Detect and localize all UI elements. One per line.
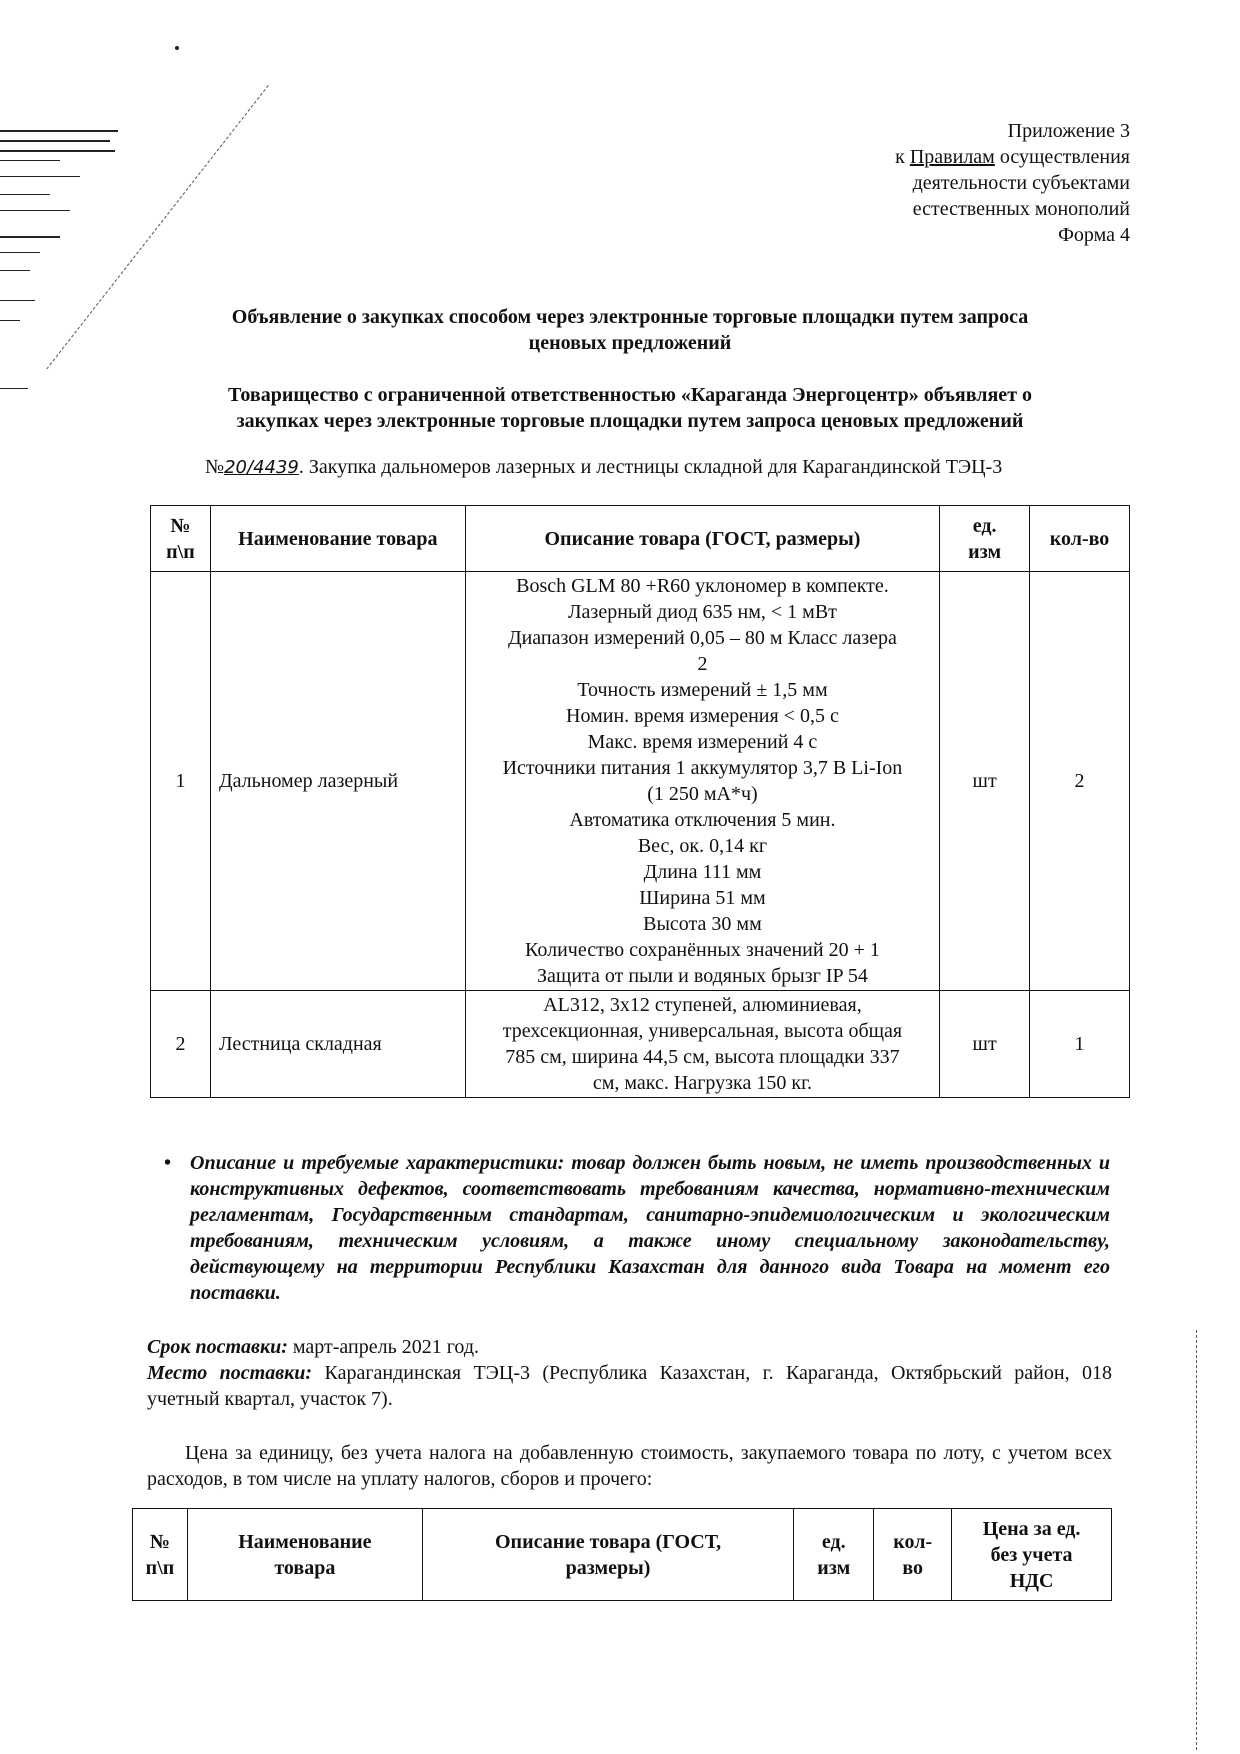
row-spec: AL312, 3х12 ступеней, алюминиевая, трехсекционная, универсальная, высота общая 785 см, ширина 44,5 см, высота площадки 337 см, макс. Нагрузка 150 кг. (465, 991, 939, 1098)
header-num: № п\п (133, 1509, 188, 1601)
row-spec: Bosch GLM 80 +R60 уклономер в компекте. Лазерный диод 635 нм, < 1 мВт Диапазон измерений 0,05 – 80 м Класс лазера 2 Точность измерений ± 1,5 мм Номин. время измерения < 0,5 с Макс. время измерений 4 с Источники питания 1 аккумулятор 3,7 В Li-Ion (1 250 мА*ч) Автоматика отключения 5 мин. Вес, ок. 0,14 кг Длина 111 мм Ширина 51 мм Высота 30 мм Количество сохранённых значений 20 + 1 Защита от пыли и водяных брызг IP 54 (465, 572, 939, 991)
header-name: Наименование товара (187, 1509, 422, 1601)
appendix-header (895, 118, 1130, 248)
appendix-line-3: деятельности субъектами (912, 172, 1130, 194)
requirements-paragraph: • Описание и требуемые характеристики: товар должен быть новым, не иметь производственных и конструктивных дефектов, соответствовать требованиям качества, нормативно-техническим регламентам, Государственным стандартам, санитарно-эпидемиологическим и экологическим требованиям, техническим условиям, а также иному специальному законодательству, действующему на территории Республики Казахстан для данного вида Товара на момент его поставки. (164, 1152, 1110, 1304)
appendix-line-2: к Правилам осуществления (895, 146, 1130, 168)
row-num: 1 (151, 572, 211, 991)
appendix-line-1: Приложение 3 (1007, 120, 1130, 142)
row-name: Дальномер лазерный (210, 572, 465, 991)
lot-number: 20/4439 (224, 457, 299, 478)
header-unit: ед. изм (794, 1509, 874, 1601)
row-num: 2 (151, 991, 211, 1098)
bullet-marker: • (164, 1152, 172, 1174)
header-name: Наименование товара (210, 506, 465, 572)
row-unit: шт (940, 572, 1030, 991)
header-desc: Описание товара (ГОСТ, размеры) (422, 1509, 794, 1601)
goods-table (150, 505, 1130, 1098)
goods-table-header (151, 506, 1130, 572)
delivery-place: Место поставки: Карагандинская ТЭЦ-3 (Республика Казахстан, г. Караганда, Октябрьский район, 018 учетный квартал, участок 7). (147, 1362, 1112, 1410)
announcement-heading: Товарищество с ограниченной ответственностью «Караганда Энергоцентр» объявляет о закупках через электронные торговые площадки путем запроса ценовых предложений (227, 384, 1033, 432)
lot-line: №20/4439. Закупка дальномеров лазерных и лестницы складной для Карагандинской ТЭЦ-3 (205, 456, 1003, 478)
header-qty: кол-во (1030, 506, 1130, 572)
header-qty: кол- во (874, 1509, 952, 1601)
header-price: Цена за ед. без учета НДС (952, 1509, 1112, 1601)
table-row (151, 572, 1130, 991)
row-name: Лестница складная (210, 991, 465, 1098)
appendix-line-4: естественных монополий (912, 198, 1130, 220)
price-table-header (133, 1509, 1112, 1601)
price-note: Цена за единицу, без учета налога на добавленную стоимость, закупаемого товара по лоту, с учетом всех расходов, в том числе на уплату налогов, сборов и прочего: (147, 1442, 1112, 1490)
header-unit: ед. изм (940, 506, 1030, 572)
row-unit: шт (940, 991, 1030, 1098)
row-qty: 2 (1030, 572, 1130, 991)
price-table (132, 1508, 1112, 1601)
lot-description: . Закупка дальномеров лазерных и лестницы складной для Карагандинской ТЭЦ-3 (298, 456, 1003, 478)
document-title: Объявление о закупках способом через электронные торговые площадки путем запроса ценовых предложений (231, 306, 1029, 354)
rules-link: Правилам (909, 146, 995, 168)
delivery-term: Срок поставки: март-апрель 2021 год. (147, 1336, 480, 1358)
table-row (151, 991, 1130, 1098)
header-num: № п\п (151, 506, 211, 572)
header-desc: Описание товара (ГОСТ, размеры) (465, 506, 939, 572)
row-qty: 1 (1030, 991, 1130, 1098)
form-number: Форма 4 (1058, 224, 1130, 246)
